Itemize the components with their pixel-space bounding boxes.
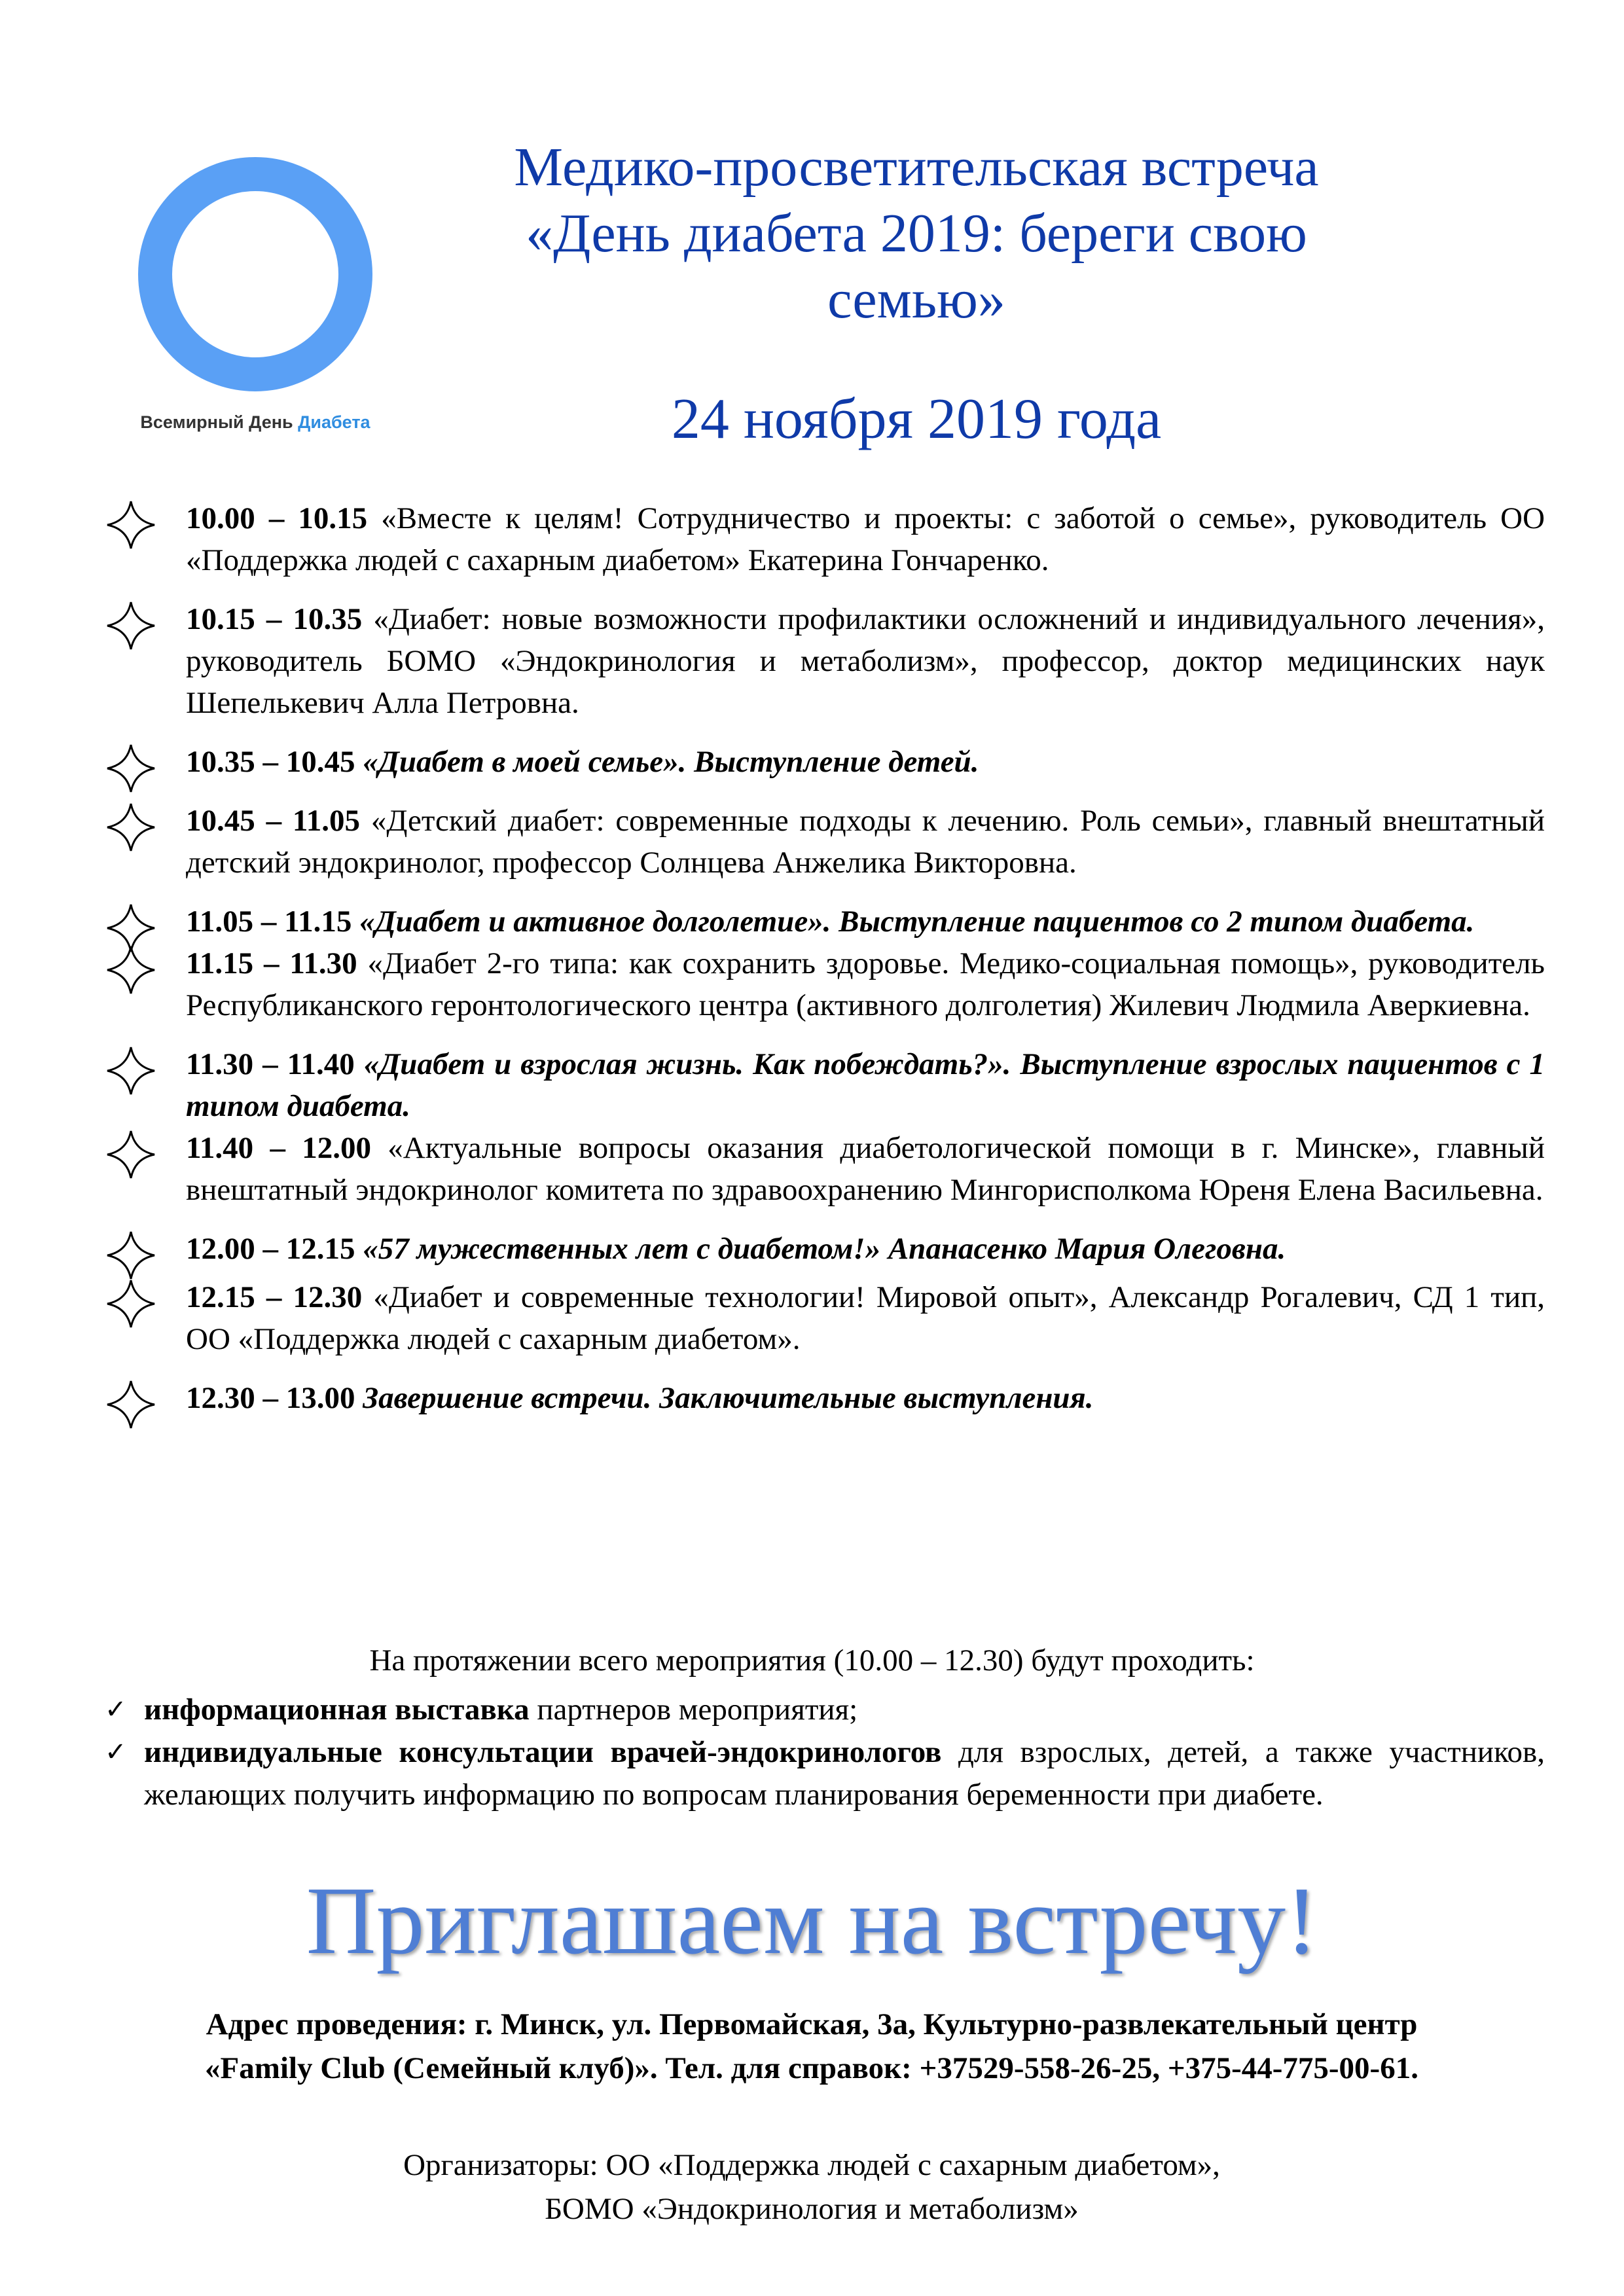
- page-title: [458, 134, 1375, 332]
- agenda-item: [105, 1377, 1545, 1419]
- four-point-star-icon: [105, 1128, 157, 1181]
- agenda-item: [105, 942, 1545, 1026]
- logo-caption: [108, 412, 403, 433]
- during-event-text: На протяжении всего мероприятия (10.00 – 12.30) будут проходить:: [369, 1643, 1255, 1677]
- agenda-item: [105, 1228, 1545, 1270]
- four-point-star-icon: [105, 944, 157, 996]
- agenda-item: [105, 741, 1545, 783]
- agenda-text: «Диабет: новые возможности профилактики осложнений и индивидуального лечения», руководитель БОМО «Эндокринология и метаболизм», профессор, доктор медицинских наук Шепелькевич Алла Петровна.: [186, 602, 1545, 720]
- agenda-time: 12.15 – 12.30: [186, 1280, 363, 1314]
- address-line-2: «Family Club (Семейный клуб)». Тел. для справок: +37529-558-26-25, +375-44-775-00-61.: [205, 2051, 1418, 2085]
- address-block: [92, 2003, 1532, 2090]
- four-point-star-icon: [105, 1378, 157, 1431]
- four-point-star-icon: [105, 499, 157, 551]
- agenda-time: 11.30 – 11.40: [186, 1047, 355, 1081]
- four-point-star-icon: [105, 1278, 157, 1330]
- agenda-text: «Актуальные вопросы оказания диабетологической помощи в г. Минске», главный внештатный эндокринолог комитета по здравоохранению Мингорисполкома Юреня Елена Васильевна.: [186, 1131, 1545, 1207]
- world-diabetes-day-logo: [108, 157, 403, 433]
- agenda-time: 10.00 – 10.15: [186, 501, 368, 535]
- agenda-text: «Диабет и активное долголетие». Выступление пациентов со 2 типом диабета.: [359, 905, 1475, 939]
- agenda-item: [105, 800, 1545, 884]
- title-line-2: «День диабета 2019: береги свою: [526, 203, 1307, 264]
- title-line-3: семью»: [827, 269, 1005, 330]
- agenda-item: [105, 901, 1545, 942]
- organizers-block: [92, 2144, 1532, 2231]
- agenda-text: «Вместе к целям! Сотрудничество и проекты: с заботой о семье», руководитель ОО «Поддержка людей с сахарным диабетом» Екатерина Гончаренко.: [186, 501, 1545, 577]
- agenda-text: «Диабет в моей семье». Выступление детей.: [363, 745, 979, 779]
- agenda-time: 12.00 – 12.15: [186, 1232, 355, 1266]
- organizers-line-1: Организаторы: ОО «Поддержка людей с сахарным диабетом»,: [403, 2148, 1220, 2182]
- agenda-list: [105, 497, 1545, 1419]
- checkmark-icon: ✓: [105, 1737, 127, 1767]
- activity-item: [105, 1689, 1545, 1731]
- agenda-time: 10.35 – 10.45: [186, 745, 355, 779]
- invitation-heading: Приглашаем на встречу!: [306, 1867, 1318, 1975]
- agenda-time: 11.05 – 11.15: [186, 905, 352, 939]
- agenda-text: «Диабет 2-го типа: как сохранить здоровье. Медико-социальная помощь», руководитель Республиканского геронтологического центра (активного долголетия) Жилевич Людмила Аверкиевна.: [186, 946, 1545, 1022]
- agenda-item: [105, 497, 1545, 581]
- agenda-text: «Детский диабет: современные подходы к лечению. Роль семьи», главный внештатный детский эндокринолог, профессор Солнцева Анжелика Викторовна.: [186, 804, 1545, 880]
- four-point-star-icon: [105, 1045, 157, 1097]
- activity-bold: информационная выставка: [144, 1693, 530, 1727]
- four-point-star-icon: [105, 600, 157, 652]
- agenda-time: 10.45 – 11.05: [186, 804, 361, 838]
- blue-circle-icon: [138, 157, 372, 391]
- activity-item: [105, 1731, 1545, 1816]
- event-date: 24 ноября 2019 года: [671, 387, 1162, 451]
- four-point-star-icon: [105, 1229, 157, 1282]
- agenda-text: «Диабет и взрослая жизнь. Как побеждать?». Выступление взрослых пациентов с 1 типом диабета.: [186, 1047, 1545, 1123]
- address-line-1: Адрес проведения: г. Минск, ул. Первомайская, 3а, Культурно-развлекательный центр: [206, 2007, 1418, 2041]
- activity-bold: индивидуальные консультации врачей-эндокринологов: [144, 1735, 942, 1769]
- agenda-time: 12.30 – 13.00: [186, 1381, 355, 1415]
- agenda-time: 10.15 – 10.35: [186, 602, 363, 636]
- logo-caption-main: Всемирный День: [140, 412, 293, 432]
- checkmark-icon: ✓: [105, 1695, 127, 1725]
- agenda-time: 11.40 – 12.00: [186, 1131, 371, 1165]
- four-point-star-icon: [105, 801, 157, 853]
- agenda-item: [105, 1276, 1545, 1360]
- agenda-text: «Диабет и современные технологии! Мировой опыт», Александр Рогалевич, СД 1 тип, ОО «Поддержка людей с сахарным диабетом».: [186, 1280, 1545, 1356]
- activity-rest: для взрослых, детей, а также участников, желающих получить информацию по вопросам планирования беременности при диабете.: [144, 1735, 1545, 1812]
- agenda-item: [105, 598, 1545, 724]
- activities-list: [105, 1689, 1545, 1816]
- activity-rest: партнеров мероприятия;: [529, 1693, 858, 1727]
- four-point-star-icon: [105, 742, 157, 795]
- agenda-text: «57 мужественных лет с диабетом!» Апанасенко Мария Олеговна.: [363, 1232, 1286, 1266]
- agenda-text: Завершение встречи. Заключительные выступления.: [363, 1381, 1094, 1415]
- organizers-line-2: БОМО «Эндокринология и метаболизм»: [545, 2192, 1079, 2226]
- title-line-1: Медико-просветительская встреча: [514, 137, 1319, 198]
- agenda-item: [105, 1127, 1545, 1211]
- agenda-time: 11.15 – 11.30: [186, 946, 357, 980]
- agenda-item: [105, 1043, 1545, 1127]
- logo-caption-accent: Диабета: [298, 412, 370, 432]
